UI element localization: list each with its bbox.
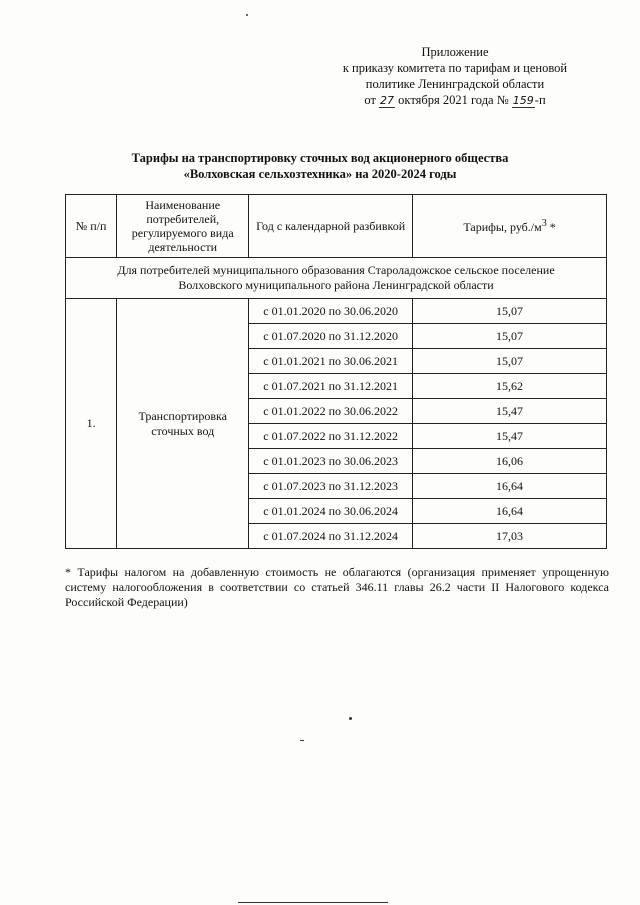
title-line-1: Тарифы на транспортировку сточных вод акционерного общества xyxy=(131,151,509,165)
table-row xyxy=(66,299,607,324)
period-cell: с 01.01.2023 по 30.06.2023 xyxy=(249,449,413,474)
header-period: Год с календарной разбивкой xyxy=(249,195,413,258)
group-cell xyxy=(66,258,607,299)
date-suffix: -п xyxy=(534,93,546,107)
header-tariff-label: Тарифы, руб./м xyxy=(463,219,542,234)
header-tariff-superscript: 3 xyxy=(541,217,547,229)
group-line-1: Для потребителей муниципального образования Староладожское сельское поселение xyxy=(117,263,555,277)
scan-speck xyxy=(246,14,248,16)
tariff-cell: 15,07 xyxy=(413,324,607,349)
scan-speck xyxy=(300,740,304,741)
tariff-cell: 15,47 xyxy=(413,399,607,424)
date-prefix: от xyxy=(364,93,376,107)
period-cell: с 01.01.2021 по 30.06.2021 xyxy=(249,349,413,374)
header-tariff xyxy=(413,195,607,258)
scan-speck xyxy=(349,717,352,720)
appendix-header xyxy=(300,44,610,109)
header-tariff-mark: * xyxy=(546,219,556,234)
appendix-date-line xyxy=(300,92,610,109)
group-row xyxy=(66,258,607,299)
document-title xyxy=(40,150,600,182)
appendix-line-1: Приложение xyxy=(421,45,489,59)
row-number-cell: 1. xyxy=(66,299,117,549)
tariff-cell: 15,07 xyxy=(413,299,607,324)
period-cell: с 01.01.2022 по 30.06.2022 xyxy=(249,399,413,424)
period-cell: с 01.07.2023 по 31.12.2023 xyxy=(249,474,413,499)
appendix-line-3: политике Ленинградской области xyxy=(365,77,545,91)
date-mid: октября 2021 года № xyxy=(398,93,509,107)
tariff-table xyxy=(65,194,607,549)
tariff-cell: 15,47 xyxy=(413,424,607,449)
tariff-cell: 16,64 xyxy=(413,474,607,499)
period-cell: с 01.07.2024 по 31.12.2024 xyxy=(249,524,413,549)
tax-footnote: * Тарифы налогом на добавленную стоимость не облагаются (организация применяет упрощенную систему налогообложения в соответствии со статьей 346.11 главы 26.2 части II Налогового кодекса Российской Федерации) xyxy=(65,565,609,609)
tariff-cell: 17,03 xyxy=(413,524,607,549)
header-number: № п/п xyxy=(66,195,117,258)
period-cell: с 01.07.2020 по 31.12.2020 xyxy=(249,324,413,349)
group-line-2: Волховского муниципального района Ленинградской области xyxy=(178,278,494,292)
period-cell: с 01.01.2020 по 30.06.2020 xyxy=(249,299,413,324)
scan-speck xyxy=(238,902,388,903)
handwritten-order-number: 159 xyxy=(512,94,534,107)
appendix-line-2: к приказу комитета по тарифам и ценовой xyxy=(342,61,568,75)
tariff-cell: 15,07 xyxy=(413,349,607,374)
tariff-cell: 16,06 xyxy=(413,449,607,474)
table-header-row xyxy=(66,195,607,258)
period-cell: с 01.07.2022 по 31.12.2022 xyxy=(249,424,413,449)
tariff-cell: 15,62 xyxy=(413,374,607,399)
title-line-2: «Волховская сельхозтехника» на 2020-2024 годы xyxy=(183,167,457,181)
handwritten-day: 27 xyxy=(380,94,395,107)
period-cell: с 01.07.2021 по 31.12.2021 xyxy=(249,374,413,399)
period-cell: с 01.01.2024 по 30.06.2024 xyxy=(249,499,413,524)
tariff-cell: 16,64 xyxy=(413,499,607,524)
service-name-cell: Транспортировка сточных вод xyxy=(117,299,249,549)
header-consumer-name: Наименование потребителей, регулируемого вида деятельности xyxy=(117,195,249,258)
